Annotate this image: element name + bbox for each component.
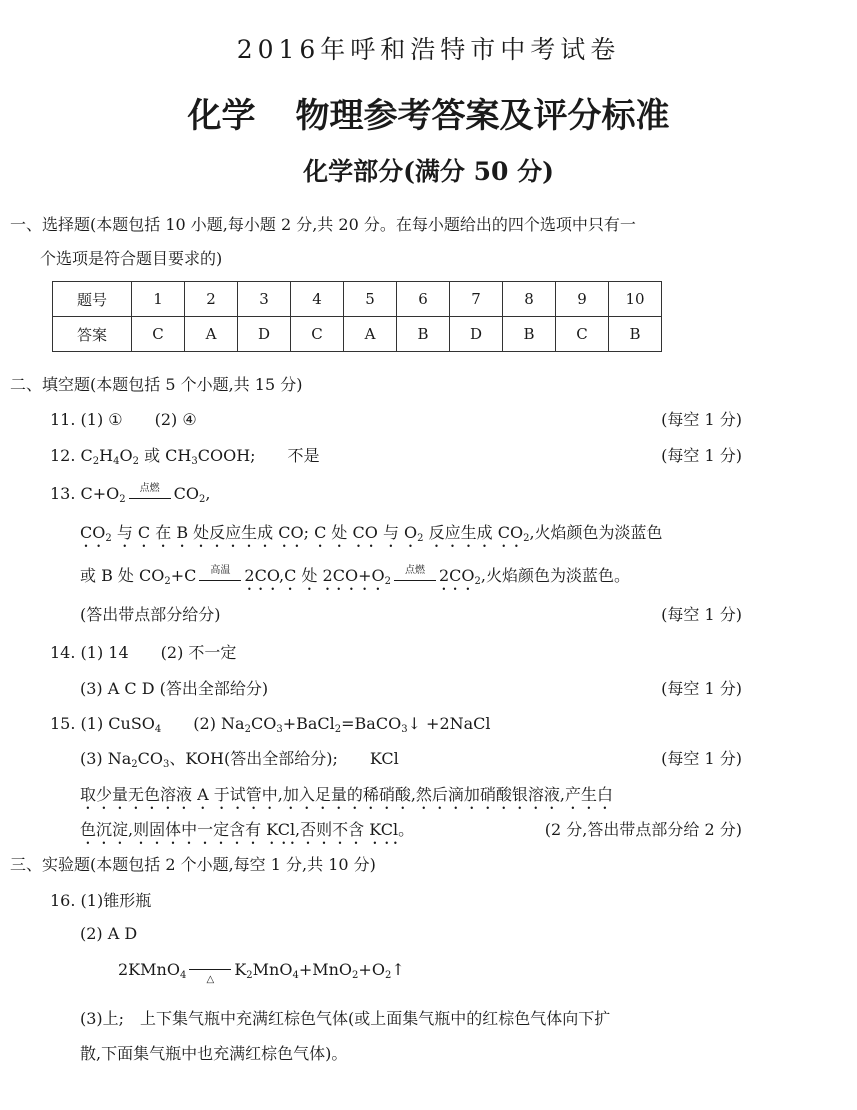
section-title: 化学部分(满分 50 分) bbox=[303, 157, 554, 186]
answer-cell: B bbox=[609, 317, 662, 352]
question-number: 8 bbox=[503, 282, 556, 317]
answer-cell: D bbox=[450, 317, 503, 352]
answer-cell: C bbox=[132, 317, 185, 352]
q15-line4: 色沉淀,则固体中一定含有 KCl,否则不含 KCl。 bbox=[80, 820, 415, 839]
q14-line2: (3) A C D (答出全部给分) bbox=[80, 679, 269, 698]
question-number: 9 bbox=[556, 282, 609, 317]
question-number: 6 bbox=[397, 282, 450, 317]
question-number: 2 bbox=[185, 282, 238, 317]
exam-title: 2016年呼和浩特市中考试卷 bbox=[236, 35, 621, 64]
q11-answer: 11. (1) ① (2) ④ bbox=[50, 410, 197, 429]
q13-line2: $CO_2$ 与 C 在 B 处反应生成 CO; C 处 CO 与 $O_2$ 反应生成 $CO_2$,火焰颜色为淡蓝色 bbox=[80, 523, 663, 544]
q14-line1: 14. (1) 14 (2) 不一定 bbox=[50, 643, 237, 662]
answer-cell: A bbox=[185, 317, 238, 352]
q13-equation: 13. $C+O_2$ 点燃 $CO_2$, bbox=[50, 482, 211, 505]
answer-cell: C bbox=[556, 317, 609, 352]
answer-cell: C bbox=[291, 317, 344, 352]
answer-cell: D bbox=[238, 317, 291, 352]
question-number: 3 bbox=[238, 282, 291, 317]
part2-heading: 二、填空题(本题包括 5 个小题,共 15 分) bbox=[10, 375, 303, 394]
table-row bbox=[53, 317, 662, 352]
q16-line2: (2) A D bbox=[80, 924, 138, 943]
reaction-condition: 高温 bbox=[197, 570, 243, 584]
reaction-condition: 点燃 bbox=[392, 570, 438, 584]
question-number: 4 bbox=[291, 282, 344, 317]
row-label-question: 题号 bbox=[53, 282, 132, 317]
q13-note: (答出带点部分给分) bbox=[80, 605, 221, 624]
answer-table bbox=[52, 281, 662, 352]
q15-line3: 取少量无色溶液 A 于试管中,加入足量的稀硝酸,然后滴加硝酸银溶液,产生白 bbox=[80, 785, 613, 804]
score-note: (每空 1 分) bbox=[661, 679, 742, 698]
q13-line3: 或 B 处 $CO_2+C$ 高温 2CO,C 处 $2CO+O_2$ 点燃 $2CO_2$,火焰颜色为淡蓝色。 bbox=[80, 564, 630, 587]
q15-line2: (3) $Na_2CO_3$、KOH(答出全部给分); KCl bbox=[80, 749, 399, 770]
part1-heading-line2: 个选项是符合题目要求的) bbox=[40, 249, 223, 268]
score-note: (每空 1 分) bbox=[661, 605, 742, 624]
answer-cell: B bbox=[397, 317, 450, 352]
reaction-condition: 点燃 bbox=[127, 488, 173, 502]
q12-answer: 12. $C_2H_4O_2$ 或 $CH_3COOH$; 不是 bbox=[50, 446, 320, 467]
main-title: 化学 物理参考答案及评分标准 bbox=[187, 96, 670, 136]
q15-line1: 15. (1) CuSO$_4$ (2) $Na_2CO_3+BaCl_2=BaCO_3↓$ +2NaCl bbox=[50, 714, 491, 735]
answer-cell: B bbox=[503, 317, 556, 352]
part3-heading: 三、实验题(本题包括 2 个小题,每空 1 分,共 10 分) bbox=[10, 855, 376, 874]
q16-equation: 2KMnO$_4$ △ $K_2MnO_4+MnO_2+O_2↑$ bbox=[118, 960, 405, 985]
q16-line1: 16. (1)锥形瓶 bbox=[50, 891, 152, 910]
question-number: 1 bbox=[132, 282, 185, 317]
table-row bbox=[53, 282, 662, 317]
score-note-q15: (2 分,答出带点部分给 2 分) bbox=[544, 820, 742, 839]
score-note: (每空 1 分) bbox=[661, 749, 742, 768]
q16-line3: (3)上; 上下集气瓶中充满红棕色气体(或上面集气瓶中的红棕色气体向下扩 bbox=[80, 1009, 611, 1028]
answer-cell: A bbox=[344, 317, 397, 352]
part1-heading-line1: 一、选择题(本题包括 10 小题,每小题 2 分,共 20 分。在每小题给出的四个选项中只有一 bbox=[10, 215, 636, 234]
q16-line4: 散,下面集气瓶中也充满红棕色气体)。 bbox=[80, 1044, 348, 1063]
reaction-condition: △ bbox=[187, 964, 233, 978]
question-number: 7 bbox=[450, 282, 503, 317]
question-number: 5 bbox=[344, 282, 397, 317]
question-number: 10 bbox=[609, 282, 662, 317]
score-note: (每空 1 分) bbox=[661, 410, 742, 429]
row-label-answer: 答案 bbox=[53, 317, 132, 352]
score-note: (每空 1 分) bbox=[661, 446, 742, 465]
